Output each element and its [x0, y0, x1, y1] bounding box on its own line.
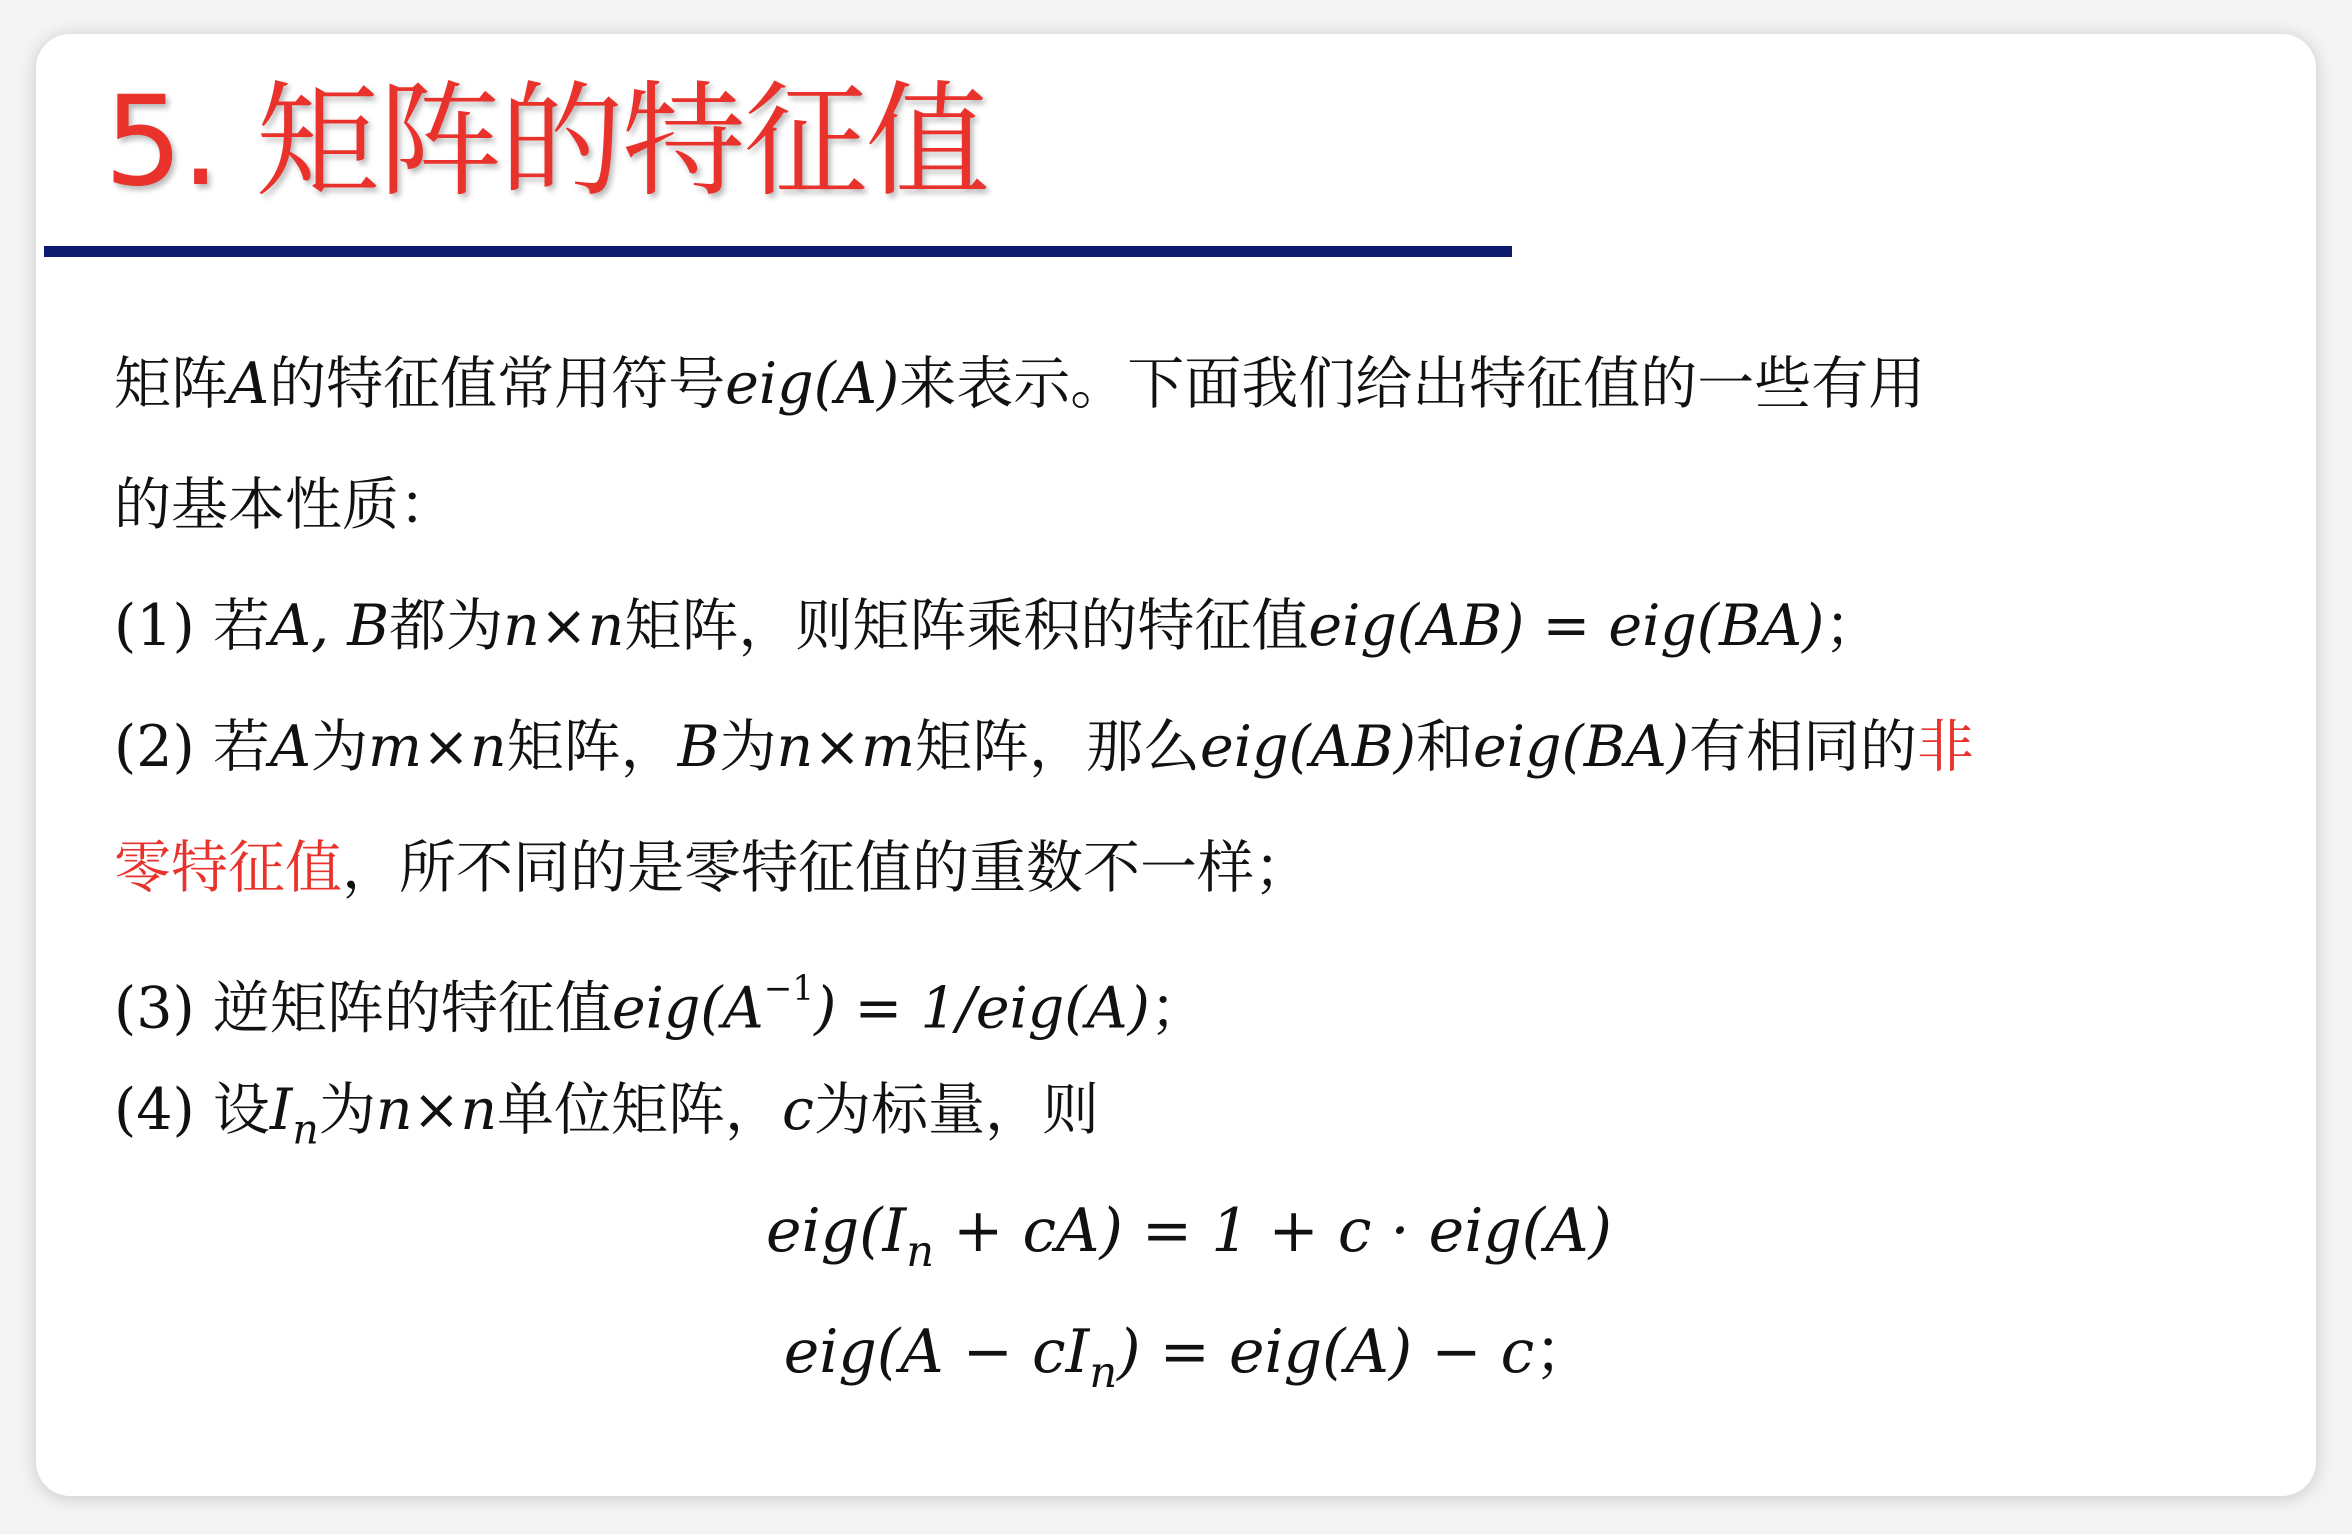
- display-equation-2: [94, 1292, 2284, 1413]
- math-symbol: A: [228, 351, 270, 417]
- times-symbol: ×: [813, 714, 861, 780]
- slide-card: [36, 34, 2316, 1496]
- text: 和: [1416, 714, 1473, 780]
- math-symbol: n: [503, 593, 540, 659]
- math-symbol: m: [860, 714, 916, 780]
- math-symbol: B: [677, 714, 720, 780]
- math-symbol: B: [347, 593, 390, 659]
- text: 单位矩阵，: [497, 1077, 783, 1143]
- math-expression: eig(A): [725, 351, 900, 417]
- subscript: n: [1089, 1348, 1118, 1399]
- property-2-line-1: [114, 687, 2284, 808]
- slide-title: 5. 矩阵的特征值: [104, 70, 988, 214]
- highlight-text: 零特征值: [114, 835, 342, 901]
- display-equation-1: [94, 1171, 2284, 1292]
- text: 都为: [389, 593, 504, 659]
- math-expression: ) = eig(A) − c: [1117, 1317, 1535, 1387]
- highlight-text: 非: [1916, 714, 1974, 780]
- text: ；: [1149, 975, 1207, 1042]
- text: 逆矩阵的特征值: [212, 975, 612, 1042]
- math-symbol: m: [368, 714, 423, 780]
- text: 有相同的: [1688, 714, 1917, 780]
- text: ；: [1824, 593, 1882, 659]
- math-expression: eig(I: [766, 1196, 907, 1266]
- text: 的特征值常用符号: [269, 351, 726, 417]
- intro-line-1: [114, 324, 2284, 445]
- text: 为: [311, 714, 369, 780]
- math-expression: + cA) = 1 + c · eig(A): [934, 1196, 1612, 1266]
- math-symbol: A: [269, 593, 312, 659]
- math-expression: ) = 1/eig(A): [814, 975, 1150, 1042]
- math-expression: eig(A: [611, 975, 764, 1042]
- math-symbol: n: [469, 714, 507, 780]
- math-symbol: n: [375, 1077, 413, 1143]
- math-equation: eig(AB) = eig(BA): [1308, 593, 1825, 659]
- intro-line-2: 的基本性质：: [114, 472, 456, 538]
- text: 矩阵，: [506, 714, 678, 780]
- math-expression: eig(A − cI: [783, 1317, 1090, 1387]
- math-symbol: ,: [311, 593, 348, 659]
- subscript: n: [906, 1227, 935, 1278]
- text: 设: [212, 1077, 270, 1143]
- text: 为标量，则: [813, 1077, 1099, 1143]
- times-symbol: ×: [539, 593, 588, 659]
- slide-body: [114, 324, 2284, 1413]
- text: 为: [719, 714, 777, 780]
- math-symbol: I: [269, 1077, 293, 1143]
- math-symbol: A: [269, 714, 312, 780]
- text: ；: [1534, 1317, 1595, 1387]
- times-symbol: ×: [412, 1077, 461, 1143]
- text: 若: [212, 714, 270, 780]
- text: 矩阵: [114, 351, 228, 417]
- text: 来表示。下面我们给出特征值的一些有用: [899, 351, 1926, 417]
- math-symbol: n: [587, 593, 625, 659]
- math-expression: eig(AB): [1200, 714, 1416, 780]
- text: 矩阵，那么: [915, 714, 1201, 780]
- text: ，所不同的是零特征值的重数不一样；: [342, 835, 1311, 901]
- math-expression: eig(BA): [1473, 714, 1689, 780]
- item-number: (1): [114, 593, 213, 659]
- text: 矩阵，则矩阵乘积的特征值: [624, 593, 1309, 659]
- math-symbol: c: [782, 1077, 814, 1143]
- subscript: n: [292, 1105, 319, 1154]
- times-symbol: ×: [422, 714, 470, 780]
- title-underline: [44, 246, 1512, 257]
- item-number: (2): [114, 714, 213, 780]
- math-symbol: n: [460, 1077, 498, 1143]
- property-1: [114, 566, 2284, 687]
- item-number: (3): [114, 975, 213, 1042]
- property-2-line-2: [114, 808, 2284, 929]
- property-4: [114, 1050, 2284, 1171]
- text: 若: [212, 593, 270, 659]
- superscript: −1: [763, 969, 815, 1009]
- item-number: (4): [114, 1077, 213, 1143]
- text: 为: [318, 1077, 376, 1143]
- property-3: [114, 929, 2284, 1050]
- math-symbol: n: [776, 714, 814, 780]
